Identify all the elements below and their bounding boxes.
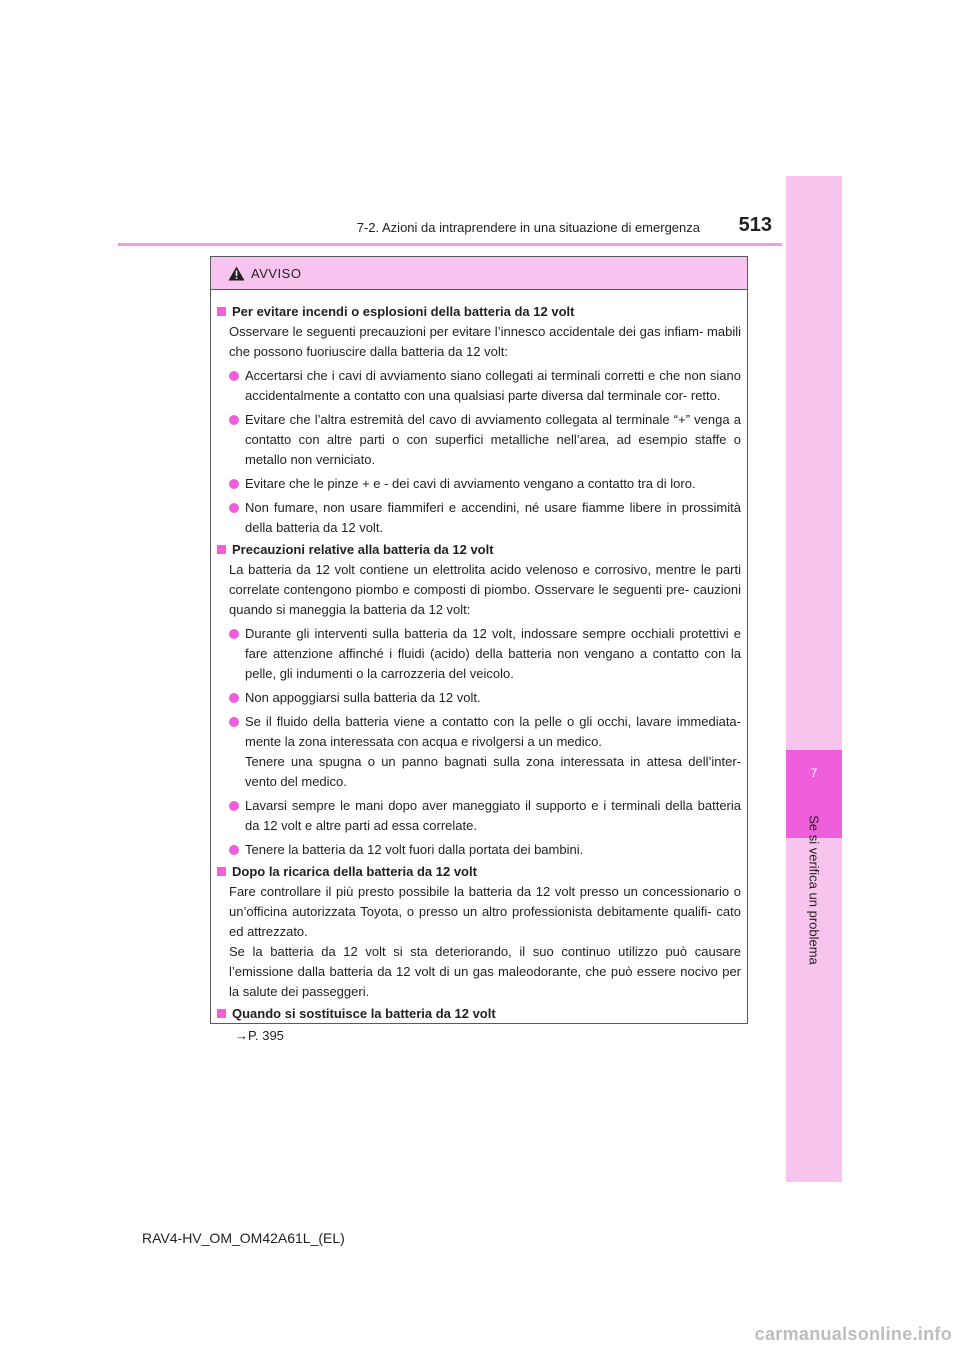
warning-body	[211, 290, 747, 1046]
section-heading-text: Quando si sostituisce la batteria da 12 volt	[232, 1006, 496, 1021]
document-code: RAV4-HV_OM_OM42A61L_(EL)	[142, 1230, 345, 1246]
section-heading	[217, 1004, 741, 1024]
section-heading	[217, 540, 741, 560]
round-bullet-icon	[229, 693, 239, 703]
chapter-label: Se si verifica un problema	[806, 815, 822, 965]
bullet-item	[229, 624, 741, 684]
warning-title: AVVISO	[251, 265, 302, 281]
warning-header	[211, 257, 747, 290]
chapter-label-tab	[778, 815, 850, 965]
bullet-text: Evitare che le pinze + e - dei cavi di avviamento vengano a contatto tra di loro.	[245, 476, 696, 491]
bullet-item	[229, 796, 741, 836]
side-tab-band	[786, 176, 842, 1182]
bullet-item	[229, 688, 741, 708]
warning-box	[210, 256, 748, 1043]
bullet-text: Non appoggiarsi sulla batteria da 12 volt.	[245, 690, 481, 705]
bullet-item	[229, 410, 741, 470]
section-paragraph: La batteria da 12 volt contiene un elettrolita acido velenoso e corrosivo, mentre le parti correlate contengono piombo e composti di piombo. Osservare le seguenti pre- cauzioni quando si maneggia la batteria da 12 volt:	[229, 562, 741, 617]
round-bullet-icon	[229, 479, 239, 489]
round-bullet-icon	[229, 801, 239, 811]
section-heading-text: Precauzioni relative alla batteria da 12 volt	[232, 542, 494, 557]
page-reference-link[interactable]: →P. 395	[235, 1028, 284, 1043]
round-bullet-icon	[229, 845, 239, 855]
bullet-text: Se il fluido della batteria viene a contatto con la pelle o gli occhi, lavare immediata- mente la zona interessata con acqua e rivolgersi a un medico. Tenere una spugna o un panno bagnati sulla zona interessata in attesa dell’inter- vento del medico.	[245, 714, 741, 789]
bullet-text: Accertarsi che i cavi di avviamento siano collegati ai terminali corretti e che non siano accidentalmente a contatto con una qualsiasi parte diversa dal terminale cor- retto.	[245, 368, 741, 403]
square-bullet-icon	[217, 1009, 226, 1018]
page-number: 513	[738, 214, 772, 236]
section-heading	[217, 862, 741, 882]
bullet-text: Durante gli interventi sulla batteria da 12 volt, indossare sempre occhiali protettivi e fare attenzione affinché i fluidi (acido) della batteria non vengano a contatto con la pelle, gli indumenti o la carrozzeria del veicolo.	[245, 626, 741, 681]
square-bullet-icon	[217, 307, 226, 316]
bullet-item	[229, 712, 741, 792]
bullet-text: Evitare che l’altra estremità del cavo di avviamento collegata al terminale “+” venga a contatto con altre parti o con superfici metalliche nell’area, ad esempio staffe o metallo non verniciato.	[245, 412, 741, 467]
chapter-number: 7	[810, 766, 818, 780]
watermark: carmanualsonline.info	[754, 1324, 952, 1344]
bullet-text: Tenere la batteria da 12 volt fuori dalla portata dei bambini.	[245, 842, 584, 857]
square-bullet-icon	[217, 867, 226, 876]
section-title: 7-2. Azioni da intraprendere in una situazione di emergenza	[356, 220, 700, 235]
header-rule	[118, 243, 782, 246]
bullet-item	[229, 366, 741, 406]
round-bullet-icon	[229, 717, 239, 727]
section-heading-text: Per evitare incendi o esplosioni della batteria da 12 volt	[232, 304, 575, 319]
section-paragraph: Osservare le seguenti precauzioni per evitare l’innesco accidentale dei gas infiam- mabili che possono fuoriuscire dalla batteria da 12 volt:	[229, 324, 741, 359]
bullet-text: Non fumare, non usare fiammiferi e accendini, né usare fiamme libere in prossimità della batteria da 12 volt.	[245, 500, 741, 535]
section-heading-text: Dopo la ricarica della batteria da 12 volt	[232, 864, 477, 879]
round-bullet-icon	[229, 629, 239, 639]
square-bullet-icon	[217, 545, 226, 554]
warning-triangle-icon	[228, 266, 245, 281]
bullet-item	[229, 840, 741, 860]
section-heading	[217, 302, 741, 322]
round-bullet-icon	[229, 503, 239, 513]
section-paragraph: Se la batteria da 12 volt si sta deteriorando, il suo continuo utilizzo può causare l’emissione dalla batteria da 12 volt di un gas maleodorante, che può essere nocivo per la salute dei passeggeri.	[229, 944, 741, 999]
bullet-item	[229, 474, 741, 494]
round-bullet-icon	[229, 415, 239, 425]
bullet-text: Lavarsi sempre le mani dopo aver maneggiato il supporto e i terminali della batteria da 12 volt e altre parti ad essa correlate.	[245, 798, 741, 833]
bullet-item	[229, 498, 741, 538]
section-paragraph: Fare controllare il più presto possibile la batteria da 12 volt presso un concessionario o un’officina autorizzata Toyota, o presso un altro professionista debitamente qualifi- cato ed attrezzato.	[229, 884, 741, 939]
round-bullet-icon	[229, 371, 239, 381]
